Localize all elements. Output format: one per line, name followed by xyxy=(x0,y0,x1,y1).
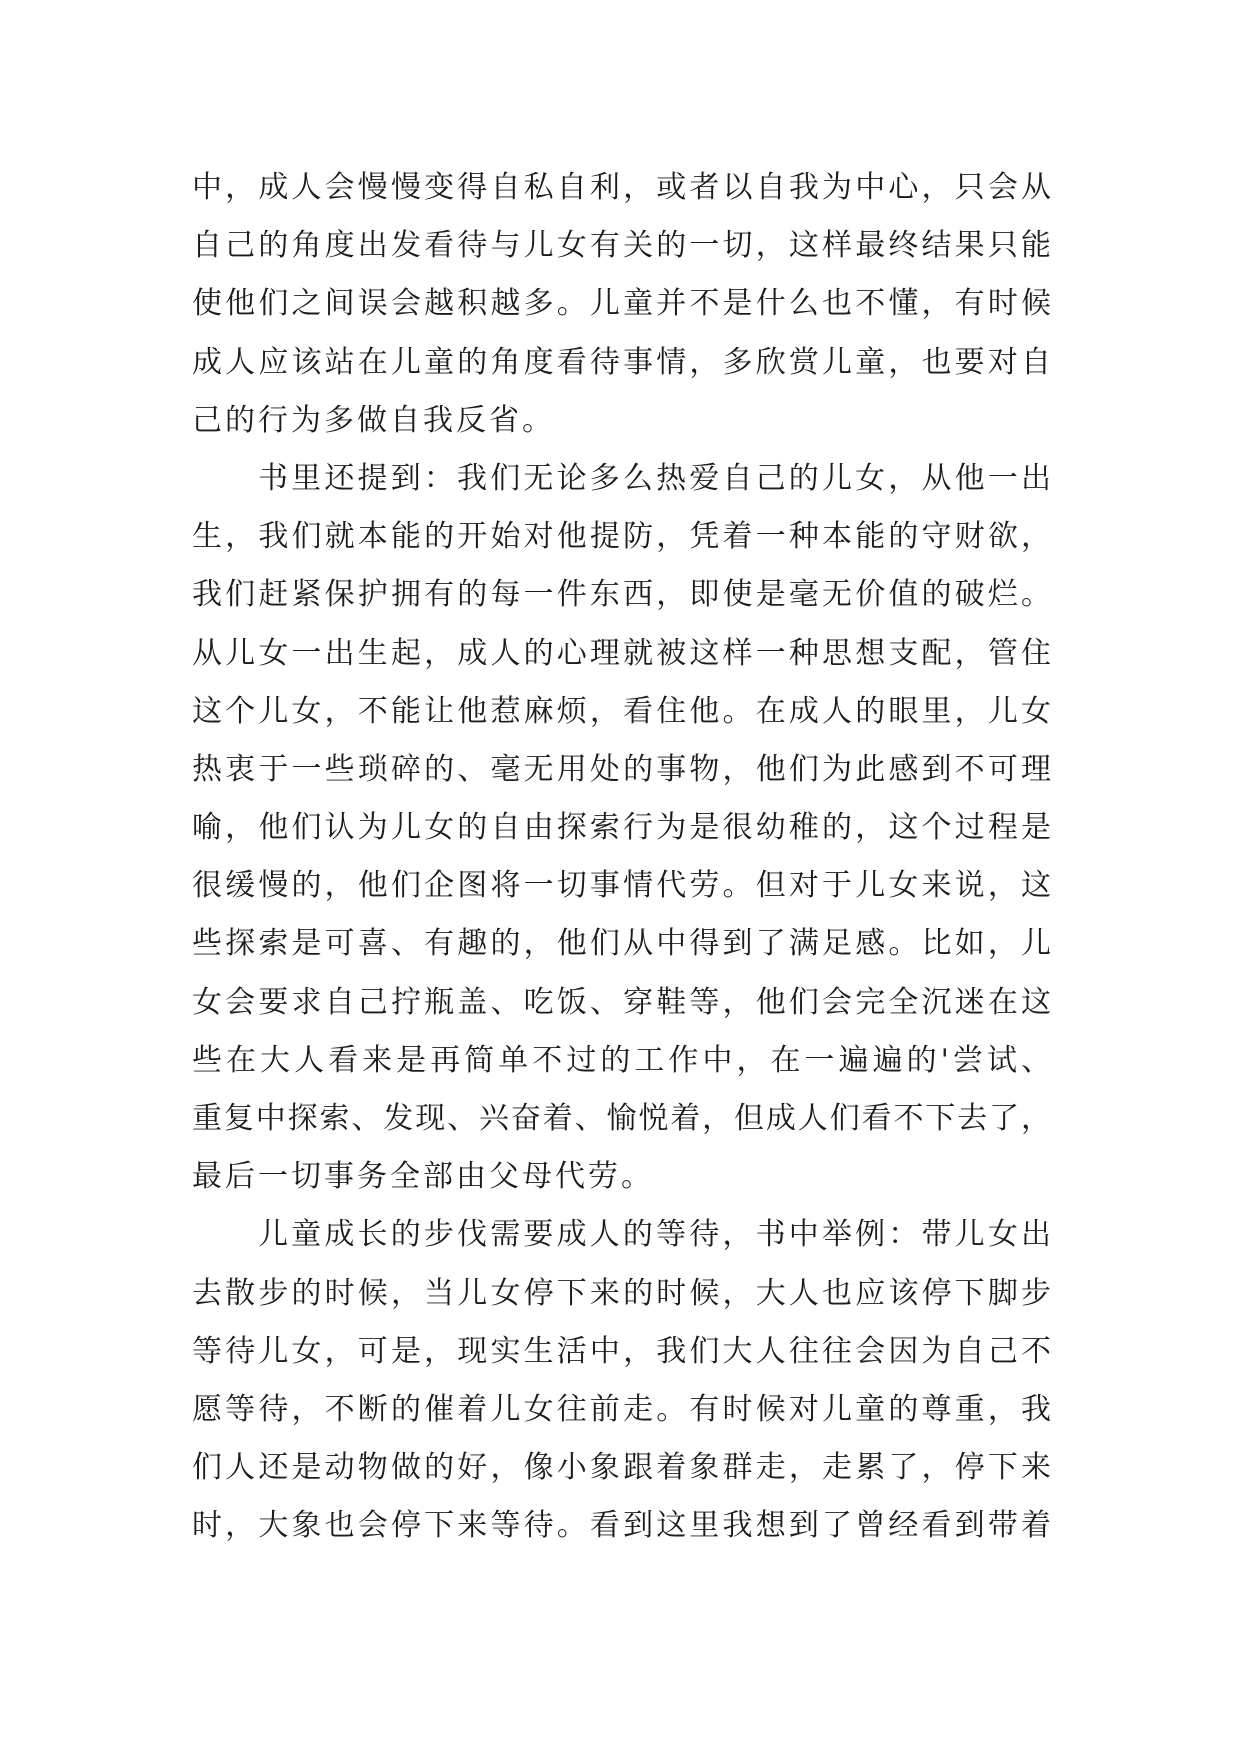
text-line: 们人还是动物做的好，像小象跟着象群走，走累了，停下来 xyxy=(192,1450,1051,1486)
text-line: 些探索是可喜、有趣的，他们从中得到了满足感。比如，儿 xyxy=(192,926,1051,962)
text-line: 等待儿女，可是，现实生活中，我们大人往往会因为自己不 xyxy=(192,1333,1051,1369)
text-line: 成人应该站在儿童的角度看待事情，多欣赏儿童，也要对自 xyxy=(192,344,1051,380)
text-line: 使他们之间误会越积越多。儿童并不是什么也不懂，有时候 xyxy=(192,286,1051,322)
text-line: 我们赶紧保护拥有的每一件东西，即使是毫无价值的破烂。 xyxy=(192,577,1051,613)
text-line: 生，我们就本能的开始对他提防，凭着一种本能的守财欲， xyxy=(192,519,1051,555)
paragraph xyxy=(192,1206,1051,1555)
text-line: 去散步的时候，当儿女停下来的时候，大人也应该停下脚步 xyxy=(192,1275,1051,1311)
text-line: 书里还提到：我们无论多么热爱自己的儿女，从他一出 xyxy=(258,460,1051,496)
text-line: 中，成人会慢慢变得自私自利，或者以自我为中心，只会从 xyxy=(192,170,1051,205)
text-line: 己的行为多做自我反省。 xyxy=(192,402,555,438)
text-line: 最后一切事务全部由父母代劳。 xyxy=(192,1159,654,1195)
paragraph xyxy=(192,450,1051,1206)
text-line: 愿等待，不断的催着儿女往前走。有时候对儿童的尊重，我 xyxy=(192,1391,1051,1427)
text-line: 自己的角度出发看待与儿女有关的一切，这样最终结果只能 xyxy=(192,228,1051,264)
text-line: 女会要求自己拧瓶盖、吃饭、穿鞋等，他们会完全沉迷在这 xyxy=(192,984,1051,1020)
text-line: 儿童成长的步伐需要成人的等待，书中举例：带儿女出 xyxy=(258,1217,1051,1253)
text-line: 热衷于一些琐碎的、毫无用处的事物，他们为此感到不可理 xyxy=(192,751,1051,787)
text-line: 从儿女一出生起，成人的心理就被这样一种思想支配，管住 xyxy=(192,635,1051,671)
text-line: 喻，他们认为儿女的自由探索行为是很幼稚的，这个过程是 xyxy=(192,810,1051,846)
text-line: 些在大人看来是再简单不过的工作中，在一遍遍的'尝试、 xyxy=(192,1042,1051,1078)
text-line: 时，大象也会停下来等待。看到这里我想到了曾经看到带着 xyxy=(192,1508,1051,1544)
text-line: 重复中探索、发现、兴奋着、愉悦着，但成人们看不下去了， xyxy=(192,1101,1051,1136)
text-line: 很缓慢的，他们企图将一切事情代劳。但对于儿女来说，这 xyxy=(192,868,1051,904)
text-line: 这个儿女，不能让他惹麻烦，看住他。在成人的眼里，儿女 xyxy=(192,693,1051,729)
paragraph xyxy=(192,159,1051,450)
document-body xyxy=(192,159,1051,1556)
